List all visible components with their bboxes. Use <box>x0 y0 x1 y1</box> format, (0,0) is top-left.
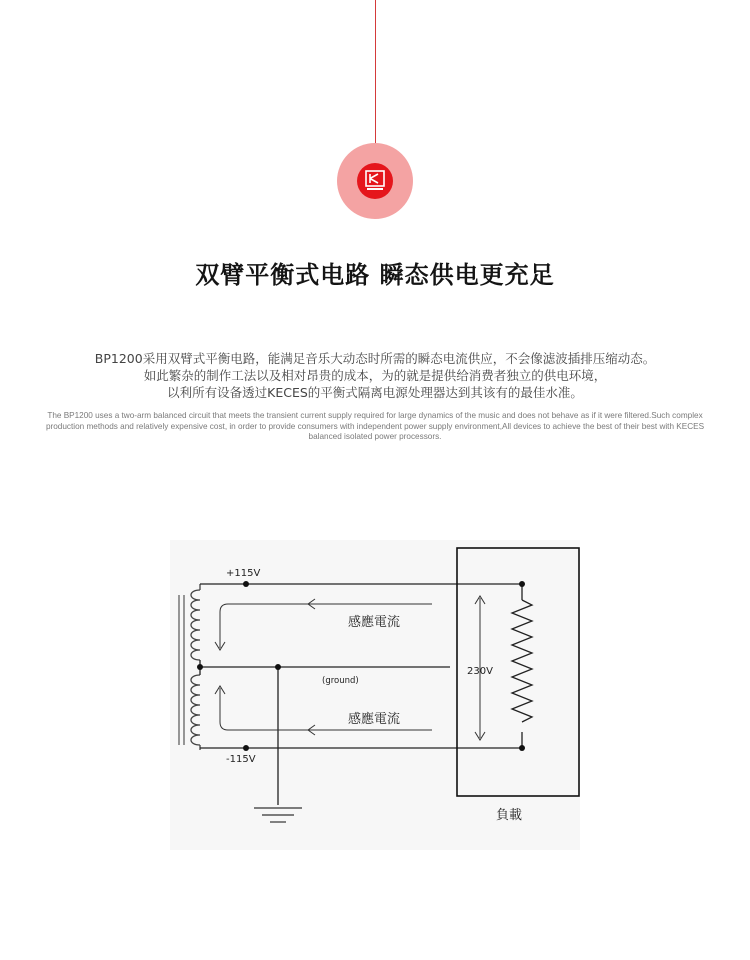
label-load: 負載 <box>496 808 523 823</box>
page-title: 双臂平衡式电路 瞬态供电更充足 <box>195 261 555 289</box>
label-induced-current-bottom: 感應電流 <box>348 712 401 727</box>
label-plus-115v: +115V <box>226 568 261 579</box>
description-chinese <box>0 350 750 401</box>
label-induced-current-top: 感應電流 <box>348 615 401 630</box>
label-ground: (ground) <box>322 676 359 686</box>
label-minus-115v: -115V <box>226 754 256 765</box>
balanced-circuit-diagram <box>170 540 580 850</box>
keces-logo-icon <box>357 163 393 199</box>
description-english: The BP1200 uses a two-arm balanced circuit that meets the transient current supply required for large dynamics of the music and does not behave as if it were filtered.Such complex production methods and relatively expensive cost, in order to provide consumers with independent power supply environment,All devices to achieve the best of their best with KECES balanced isolated power processors. <box>45 411 705 441</box>
description-line: 以利所有设备透过KECES的平衡式隔离电源处理器达到其该有的最佳水准。 <box>167 385 583 400</box>
label-230v: 230V <box>467 666 493 677</box>
description-line: 如此繁杂的制作工法以及相对昂贵的成本，为的就是提供给消费者独立的供电环境， <box>143 368 607 383</box>
description-line: BP1200采用双臂式平衡电路，能满足音乐大动态时所需的瞬态电流供应，不会像滤波插排压缩动态。 <box>94 351 656 366</box>
